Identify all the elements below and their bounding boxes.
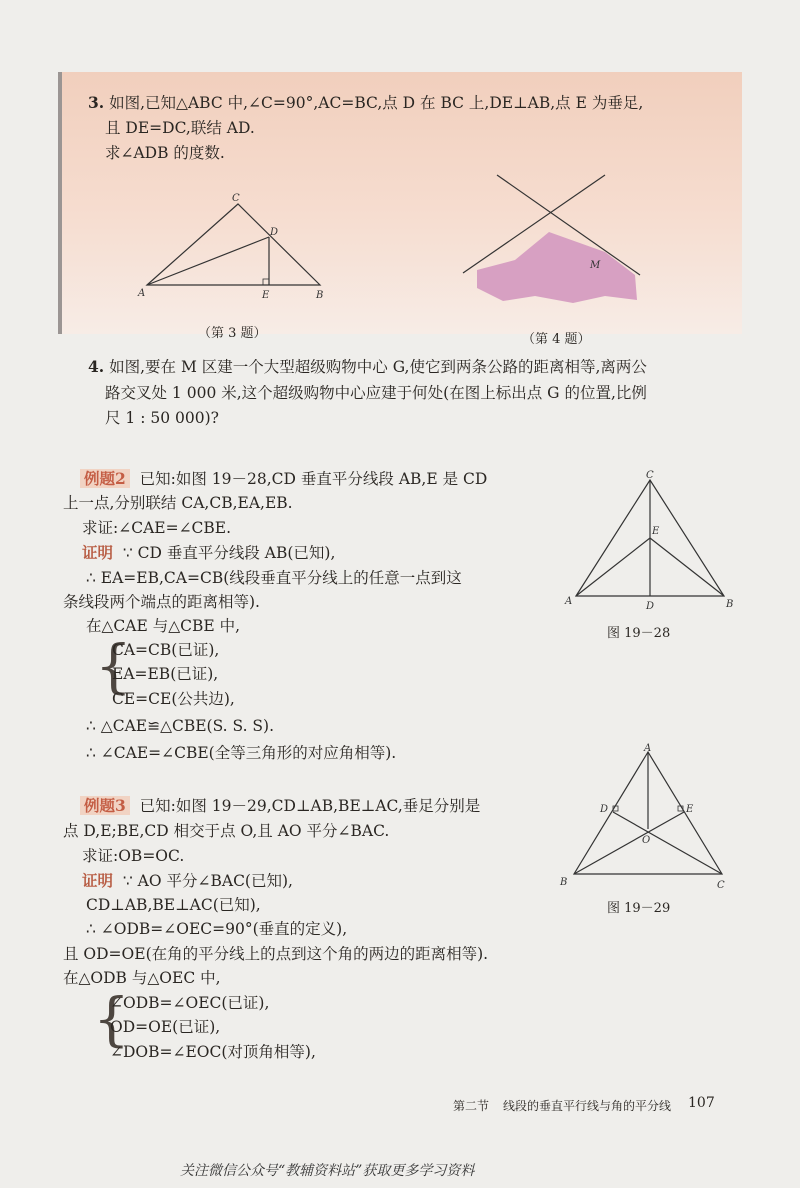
problem-3-line-2: 且 DE=DC,联结 AD. (105, 119, 255, 137)
example-2-proof-1: 证明 ∵ CD 垂直平分线段 AB(已知), (82, 543, 336, 562)
example-2-proof-6: ∴ ∠CAE=∠CBE(全等三角形的对应角相等). (86, 744, 397, 762)
problem-3-caption: （第 3 题） (198, 326, 267, 341)
figure-19-28 (562, 468, 742, 613)
example-2-tag: 例题2 (80, 469, 130, 488)
footer-title: 线段的垂直平行线与角的平分线 (503, 1099, 672, 1113)
figure-19-29-caption: 图 19－29 (607, 901, 671, 916)
label-b: B (726, 599, 734, 610)
label-b: B (560, 877, 568, 888)
problem-3-line-3: 求∠ADB 的度数. (105, 144, 225, 162)
label-d: D (270, 227, 279, 238)
right-angle-mark (263, 279, 269, 285)
problem-4-figure (455, 170, 655, 320)
figure-19-28-caption: 图 19－28 (607, 626, 671, 641)
problem-3-figure (135, 190, 335, 305)
region-m-label: M (590, 260, 601, 271)
example-3-line-3: 求证:OB=OC. (82, 847, 185, 865)
segment-ad (147, 237, 269, 285)
example-2-system-1: CA=CB(已证), (112, 641, 220, 659)
label-b: B (316, 290, 324, 301)
proof-tag: 证明 (82, 543, 114, 562)
watermark: 关注微信公众号“教辅资料站”获取更多学习资料 (180, 1163, 475, 1179)
example-3-line-1: 例题3 已知:如图 19－29,CD⊥AB,BE⊥AC,垂足分别是 (80, 795, 480, 817)
region-m (477, 232, 637, 303)
segment-ae (576, 538, 650, 596)
left-brace: { (93, 985, 130, 1053)
triangle-abc (147, 204, 320, 285)
label-a: A (138, 288, 146, 299)
label-d: D (600, 804, 609, 815)
example-3-system-3: ∠DOB=∠EOC(对顶角相等), (110, 1043, 316, 1061)
label-e: E (652, 526, 660, 537)
example-2-proof-5: ∴ △CAE≌△CBE(S. S. S). (86, 717, 275, 735)
example-2-line-3: 求证:∠CAE=∠CBE. (82, 519, 232, 537)
label-c: C (646, 470, 654, 481)
footer-section: 第二节 (453, 1099, 490, 1113)
example-3-proof-2: CD⊥AB,BE⊥AC(已知), (86, 896, 261, 914)
figure-19-29 (556, 742, 736, 892)
page-number: 107 (688, 1095, 715, 1111)
example-3-tag: 例题3 (80, 796, 130, 815)
label-c: C (232, 193, 240, 204)
problem-4-line-1: 4. 如图,要在 M 区建一个大型超级购物中心 G,使它到两条公路的距离相等,离两公 (88, 357, 647, 376)
example-2-proof-2: ∴ EA=EB,CA=CB(线段垂直平分线上的任意一点到这 (86, 569, 462, 587)
example-2-system-3: CE=CE(公共边), (112, 690, 235, 708)
problem-3-line-1: 3. 如图,已知△ABC 中,∠C=90°,AC=BC,点 D 在 BC 上,DE⊥AB,点 E 为垂足, (88, 93, 644, 112)
label-d: D (646, 601, 655, 612)
example-3-proof-5: 在△ODB 与△OEC 中, (63, 969, 221, 987)
example-3-proof-3: ∴ ∠ODB=∠OEC=90°(垂直的定义), (86, 920, 348, 938)
label-o: O (642, 835, 651, 846)
example-2-line-1: 例题2 已知:如图 19－28,CD 垂直平分线段 AB,E 是 CD (80, 468, 487, 490)
left-brace: { (95, 632, 132, 700)
example-3-proof-1: 证明 ∵ AO 平分∠BAC(已知), (82, 871, 293, 890)
problem-4-line-2: 路交叉处 1 000 米,这个超级购物中心应建于何处(在图上标出点 G 的位置,比例 (105, 384, 647, 402)
example-2-line-2: 上一点,分别联结 CA,CB,EA,EB. (63, 494, 293, 512)
example-3-system-1: ∠ODB=∠OEC(已证), (110, 994, 270, 1012)
segment-be (650, 538, 724, 596)
label-e: E (262, 290, 270, 301)
example-3-line-2: 点 D,E;BE,CD 相交于点 O,且 AO 平分∠BAC. (63, 822, 390, 840)
label-a: A (565, 596, 573, 607)
example-2-proof-3: 条线段两个端点的距离相等). (63, 593, 260, 611)
example-3-proof-4: 且 OD=OE(在角的平分线上的点到这个角的两边的距离相等). (63, 945, 489, 963)
label-c: C (717, 880, 725, 891)
label-a: A (644, 743, 652, 754)
problem-4-line-3: 尺 1 : 50 000)? (105, 409, 219, 427)
problem-4-caption: （第 4 题） (522, 332, 591, 347)
example-2-proof-4: 在△CAE 与△CBE 中, (86, 617, 241, 635)
proof-tag: 证明 (82, 871, 114, 890)
example-3-system-2: OD=OE(已证), (110, 1018, 221, 1036)
example-2-system-2: EA=EB(已证), (112, 665, 219, 683)
label-e: E (686, 804, 694, 815)
